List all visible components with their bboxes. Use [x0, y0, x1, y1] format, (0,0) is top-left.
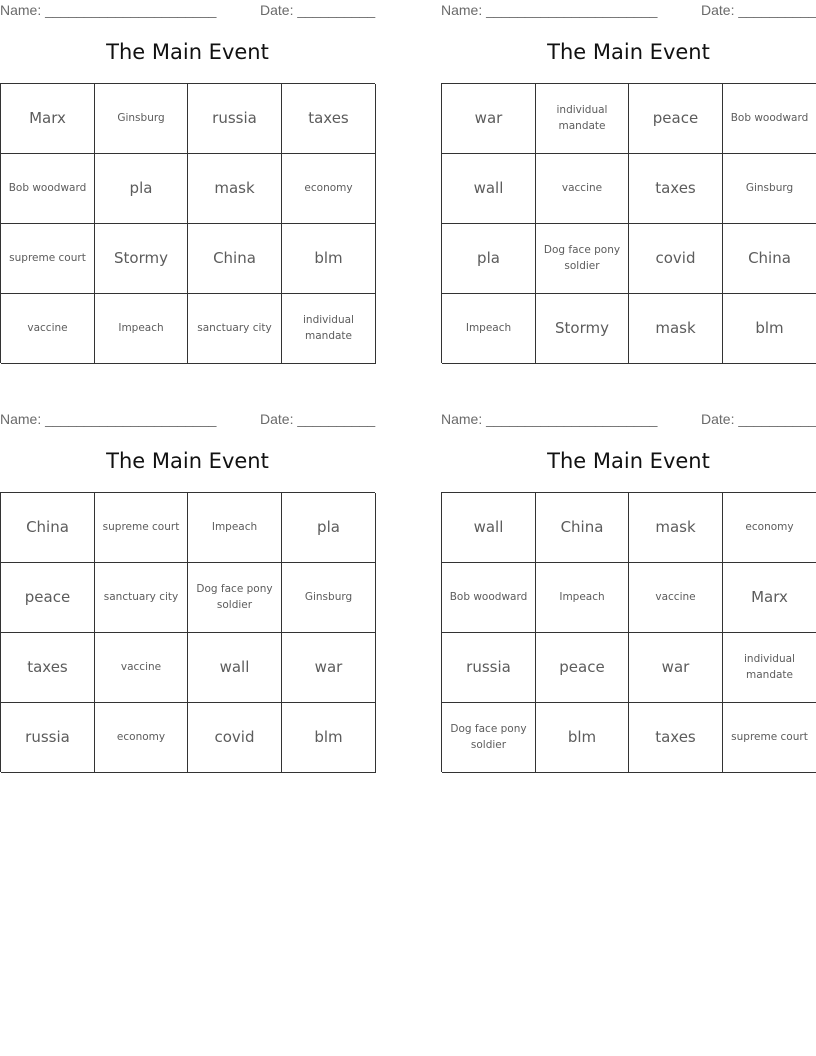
bingo-cell: pla: [442, 224, 536, 294]
bingo-cell: Impeach: [442, 294, 536, 364]
name-date-line: [0, 2, 375, 20]
bingo-cell: China: [536, 493, 629, 563]
bingo-cell: covid: [629, 224, 723, 294]
bingo-cell: wall: [188, 633, 282, 703]
name-date-line: [441, 411, 816, 429]
name-field-label: Name: ______________________: [0, 411, 217, 427]
date-field-label: Date: __________: [701, 411, 816, 427]
bingo-cell: individual mandate: [536, 84, 629, 154]
bingo-cell: Marx: [1, 84, 95, 154]
bingo-cell: wall: [442, 154, 536, 224]
bingo-cell: Stormy: [95, 224, 188, 294]
bingo-cell: russia: [442, 633, 536, 703]
bingo-grid: [0, 492, 375, 772]
bingo-cell: Dog face pony soldier: [536, 224, 629, 294]
date-field-label: Date: __________: [701, 2, 816, 18]
bingo-cell: Impeach: [188, 493, 282, 563]
bingo-cell: peace: [536, 633, 629, 703]
card-title: The Main Event: [547, 449, 710, 473]
bingo-cell: blm: [282, 224, 376, 294]
bingo-grid: [441, 492, 816, 772]
bingo-cell: covid: [188, 703, 282, 773]
bingo-cell: taxes: [282, 84, 376, 154]
bingo-cell: blm: [282, 703, 376, 773]
bingo-cell: vaccine: [629, 563, 723, 633]
bingo-cell: supreme court: [95, 493, 188, 563]
bingo-cell: China: [723, 224, 816, 294]
bingo-cell: Bob woodward: [442, 563, 536, 633]
bingo-cell: Marx: [723, 563, 816, 633]
bingo-cell: wall: [442, 493, 536, 563]
name-field-label: Name: ______________________: [441, 2, 658, 18]
bingo-cell: blm: [723, 294, 816, 364]
bingo-cell: peace: [1, 563, 95, 633]
bingo-cell: war: [282, 633, 376, 703]
bingo-cell: vaccine: [1, 294, 95, 364]
bingo-cell: Ginsburg: [95, 84, 188, 154]
bingo-cell: taxes: [629, 154, 723, 224]
bingo-cell: sanctuary city: [188, 294, 282, 364]
bingo-cell: pla: [282, 493, 376, 563]
bingo-cell: vaccine: [536, 154, 629, 224]
date-field-label: Date: __________: [260, 2, 376, 18]
card-title: The Main Event: [106, 40, 269, 64]
name-field-label: Name: ______________________: [441, 411, 658, 427]
bingo-cell: pla: [95, 154, 188, 224]
bingo-cell: blm: [536, 703, 629, 773]
bingo-cell: supreme court: [723, 703, 816, 773]
bingo-cell: vaccine: [95, 633, 188, 703]
bingo-cell: Ginsburg: [723, 154, 816, 224]
bingo-cell: russia: [1, 703, 95, 773]
bingo-cell: China: [1, 493, 95, 563]
bingo-cell: economy: [723, 493, 816, 563]
bingo-cell: russia: [188, 84, 282, 154]
bingo-cell: Impeach: [95, 294, 188, 364]
name-date-line: [441, 2, 816, 20]
bingo-cell: taxes: [1, 633, 95, 703]
bingo-cell: economy: [95, 703, 188, 773]
bingo-cell: taxes: [629, 703, 723, 773]
bingo-cell: Dog face pony soldier: [442, 703, 536, 773]
bingo-cell: war: [629, 633, 723, 703]
bingo-cell: Dog face pony soldier: [188, 563, 282, 633]
bingo-cell: supreme court: [1, 224, 95, 294]
date-field-label: Date: __________: [260, 411, 376, 427]
bingo-cell: sanctuary city: [95, 563, 188, 633]
bingo-cell: mask: [629, 493, 723, 563]
bingo-grid: [0, 83, 375, 363]
name-field-label: Name: ______________________: [0, 2, 217, 18]
bingo-cell: individual mandate: [723, 633, 816, 703]
bingo-cell: China: [188, 224, 282, 294]
bingo-cell: Bob woodward: [1, 154, 95, 224]
name-date-line: [0, 411, 375, 429]
bingo-grid: [441, 83, 816, 363]
bingo-cell: war: [442, 84, 536, 154]
bingo-cell: economy: [282, 154, 376, 224]
bingo-cell: mask: [188, 154, 282, 224]
bingo-cell: mask: [629, 294, 723, 364]
bingo-cell: Ginsburg: [282, 563, 376, 633]
bingo-cell: Bob woodward: [723, 84, 816, 154]
bingo-cell: Stormy: [536, 294, 629, 364]
card-title: The Main Event: [547, 40, 710, 64]
bingo-cell: individual mandate: [282, 294, 376, 364]
card-title: The Main Event: [106, 449, 269, 473]
bingo-cell: Impeach: [536, 563, 629, 633]
bingo-cell: peace: [629, 84, 723, 154]
